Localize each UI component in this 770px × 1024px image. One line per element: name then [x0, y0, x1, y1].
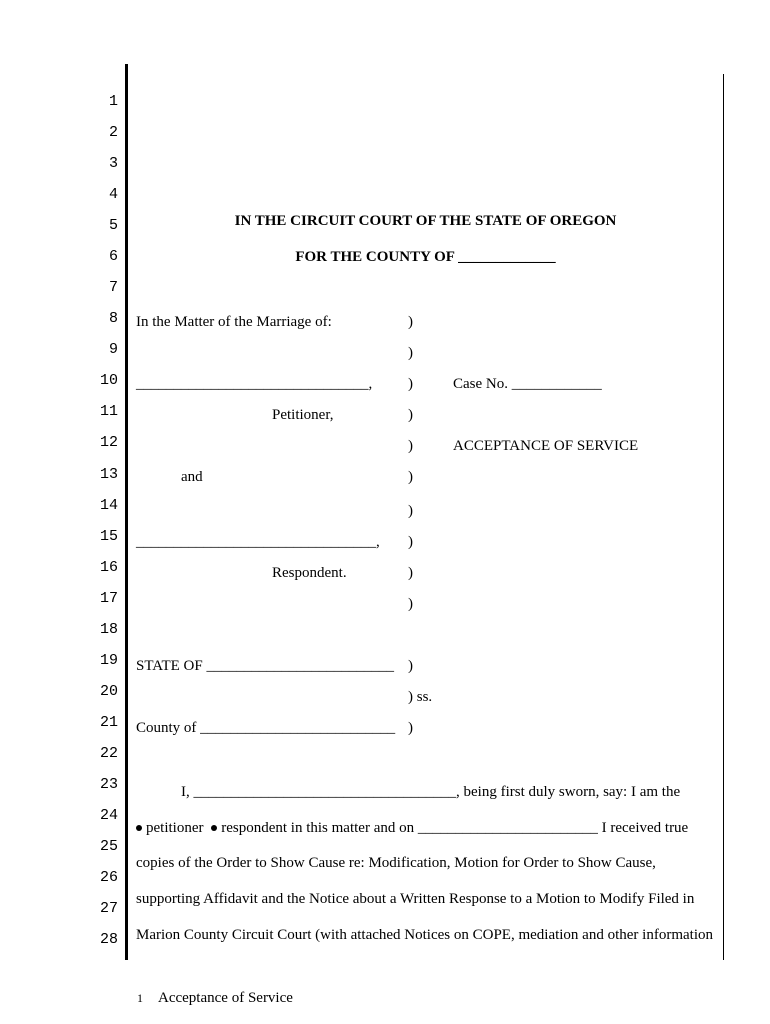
- line-number: 11: [99, 403, 118, 420]
- line-number: 9: [108, 341, 118, 358]
- line-number: 21: [99, 714, 118, 731]
- venue-paren: ): [408, 720, 413, 736]
- matter-label: In the Matter of the Marriage of:: [136, 314, 332, 330]
- line-number: 19: [99, 652, 118, 669]
- body-text-line: supporting Affidavit and the Notice about a Written Response to a Motion to Modify Filed in: [136, 891, 695, 907]
- caption-paren: ): [408, 469, 413, 485]
- line-number: 1: [108, 93, 118, 110]
- line-number: 8: [108, 310, 118, 327]
- ss-label: ) ss.: [408, 689, 433, 705]
- line-number: 13: [99, 466, 118, 483]
- state-of-line: STATE OF _________________________: [136, 658, 394, 674]
- line-number: 10: [99, 372, 118, 389]
- line-number: 18: [99, 621, 118, 638]
- line-number: 7: [108, 279, 118, 296]
- respondent-label: Respondent.: [272, 565, 347, 581]
- line-number: 6: [108, 248, 118, 265]
- county-of-line: County of __________________________: [136, 720, 396, 736]
- caption-paren: ): [408, 376, 413, 392]
- line-number: 4: [108, 186, 118, 203]
- line-number: 26: [99, 869, 118, 886]
- line-number: 17: [99, 590, 118, 607]
- affiant-sentence: I, ___________________________________, being first duly sworn, say: I am the: [181, 784, 681, 800]
- line-number: 2: [108, 124, 118, 141]
- petitioner-label: Petitioner,: [272, 407, 334, 423]
- line-number: 27: [99, 900, 118, 917]
- footer-title: Acceptance of Service: [158, 990, 293, 1006]
- county-heading: FOR THE COUNTY OF _____________: [295, 249, 556, 265]
- body-text-line: Marion County Circuit Court (with attached Notices on COPE, mediation and other information: [136, 927, 713, 943]
- line-number: 3: [108, 155, 118, 172]
- caption-paren: ): [408, 345, 413, 361]
- caption-paren: ): [408, 314, 413, 330]
- line-number: 5: [108, 217, 118, 234]
- document-title: ACCEPTANCE OF SERVICE: [453, 438, 639, 454]
- caption-paren: ): [408, 534, 413, 550]
- line-number: 14: [99, 497, 118, 514]
- line-number: 16: [99, 559, 118, 576]
- caption-paren: ): [408, 407, 413, 423]
- bullet-icon: [136, 825, 142, 831]
- option-respondent: respondent in this matter and on ________________________ I received true: [221, 820, 689, 836]
- line-number: 28: [99, 931, 118, 948]
- and-label: and: [181, 469, 203, 485]
- line-number: 20: [99, 683, 118, 700]
- line-number: 22: [99, 745, 118, 762]
- right-margin-rule: [723, 74, 724, 960]
- body-text-line: copies of the Order to Show Cause re: Modification, Motion for Order to Show Cause,: [136, 855, 656, 871]
- caption-paren: ): [408, 596, 413, 612]
- footer-page-number: 1: [137, 991, 143, 1005]
- line-number: 25: [99, 838, 118, 855]
- line-number: 23: [99, 776, 118, 793]
- caption-paren: ): [408, 438, 413, 454]
- caption-paren: ): [408, 503, 413, 519]
- petitioner-name-line: _______________________________,: [136, 376, 373, 392]
- left-margin-rule: [125, 64, 128, 960]
- party-selection-line: [136, 819, 688, 837]
- bullet-icon: [211, 825, 217, 831]
- option-petitioner: petitioner: [146, 820, 204, 836]
- venue-paren: ): [408, 658, 413, 674]
- court-heading: IN THE CIRCUIT COURT OF THE STATE OF OREGON: [234, 213, 617, 229]
- line-number: 15: [99, 528, 118, 545]
- line-number: 12: [99, 434, 118, 451]
- caption-paren: ): [408, 565, 413, 581]
- respondent-name-line: ________________________________,: [136, 534, 380, 550]
- line-number: 24: [99, 807, 118, 824]
- case-number: Case No. ____________: [453, 376, 602, 392]
